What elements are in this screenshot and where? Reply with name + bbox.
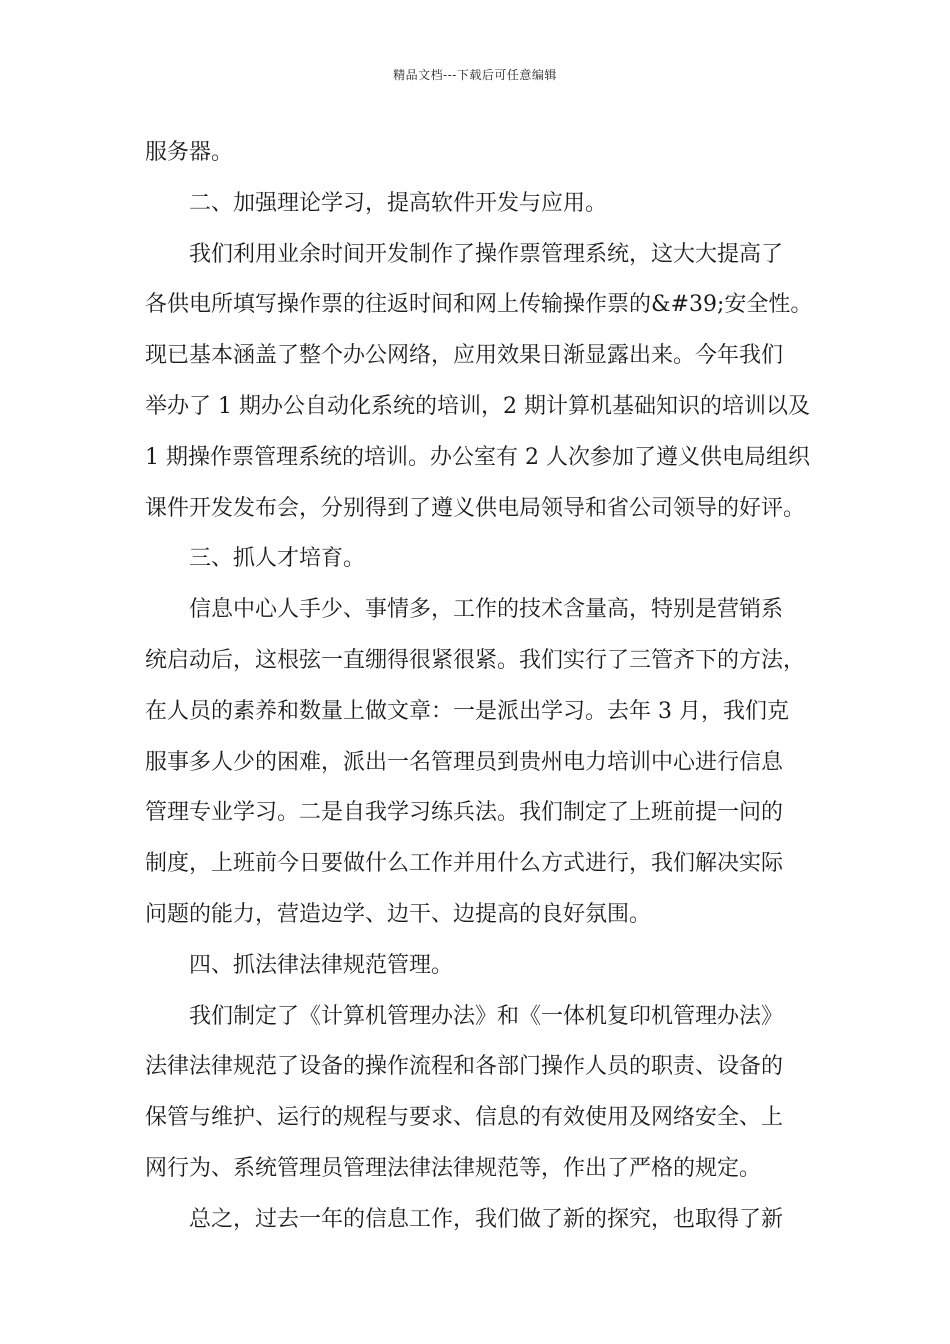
text-line: 服事多人少的困难，派出一名管理员到贵州电力培训中心进行信息 — [145, 749, 784, 775]
document-body — [145, 128, 813, 1246]
text-line: 服务器。 — [145, 140, 234, 165]
text-line: 我们制定了《计算机管理办法》和《一体机复印机管理办法》 — [189, 1003, 784, 1029]
text-line: 1 期操作票管理系统的培训。办公室有 2 人次参加了遵义供电局组织 — [145, 444, 810, 470]
text-line: 各供电所填写操作票的往返时间和网上传输操作票的&#39;安全性。 — [145, 292, 813, 318]
text-line: 管理专业学习。二是自我学习练兵法。我们制定了上班前提一问的 — [145, 800, 784, 826]
text-line: 现已基本涵盖了整个办公网络，应用效果日渐显露出来。今年我们 — [145, 343, 784, 369]
text-line: 课件开发发布会，分别得到了遵义供电局领导和省公司领导的好评。 — [145, 495, 806, 521]
text-line: 网行为、系统管理员管理法律法律规范等，作出了严格的规定。 — [145, 1155, 762, 1181]
text-line: 统启动后，这根弦一直绷得很紧很紧。我们实行了三管齐下的方法， — [145, 647, 806, 673]
text-line: 我们利用业余时间开发制作了操作票管理系统，这大大提高了 — [189, 241, 784, 267]
text-line: 总之，过去一年的信息工作，我们做了新的探究，也取得了新 — [189, 1206, 784, 1232]
text-line: 在人员的素养和数量上做文章：一是派出学习。去年 3 月，我们克 — [145, 698, 789, 724]
text-line: 法律法律规范了设备的操作流程和各部门操作人员的职责、设备的 — [145, 1054, 784, 1080]
section-heading: 二、加强理论学习，提高软件开发与应用。 — [189, 190, 608, 216]
page-header: 精品文档---下载后可任意编辑 — [393, 68, 557, 82]
text-line: 保管与维护、运行的规程与要求、信息的有效使用及网络安全、上 — [145, 1105, 784, 1131]
text-line: 问题的能力，营造边学、边干、边提高的良好氛围。 — [145, 901, 652, 927]
text-line: 制度，上班前今日要做什么工作并用什么方式进行，我们解决实际 — [145, 851, 784, 877]
text-line: 举办了 1 期办公自动化系统的培训，2 期计算机基础知识的培训以及 — [145, 393, 810, 419]
section-heading: 三、抓人才培育。 — [189, 546, 366, 572]
text-line: 信息中心人手少、事情多，工作的技术含量高，特别是营销系 — [189, 597, 784, 623]
section-heading: 四、抓法律法律规范管理。 — [189, 952, 454, 978]
